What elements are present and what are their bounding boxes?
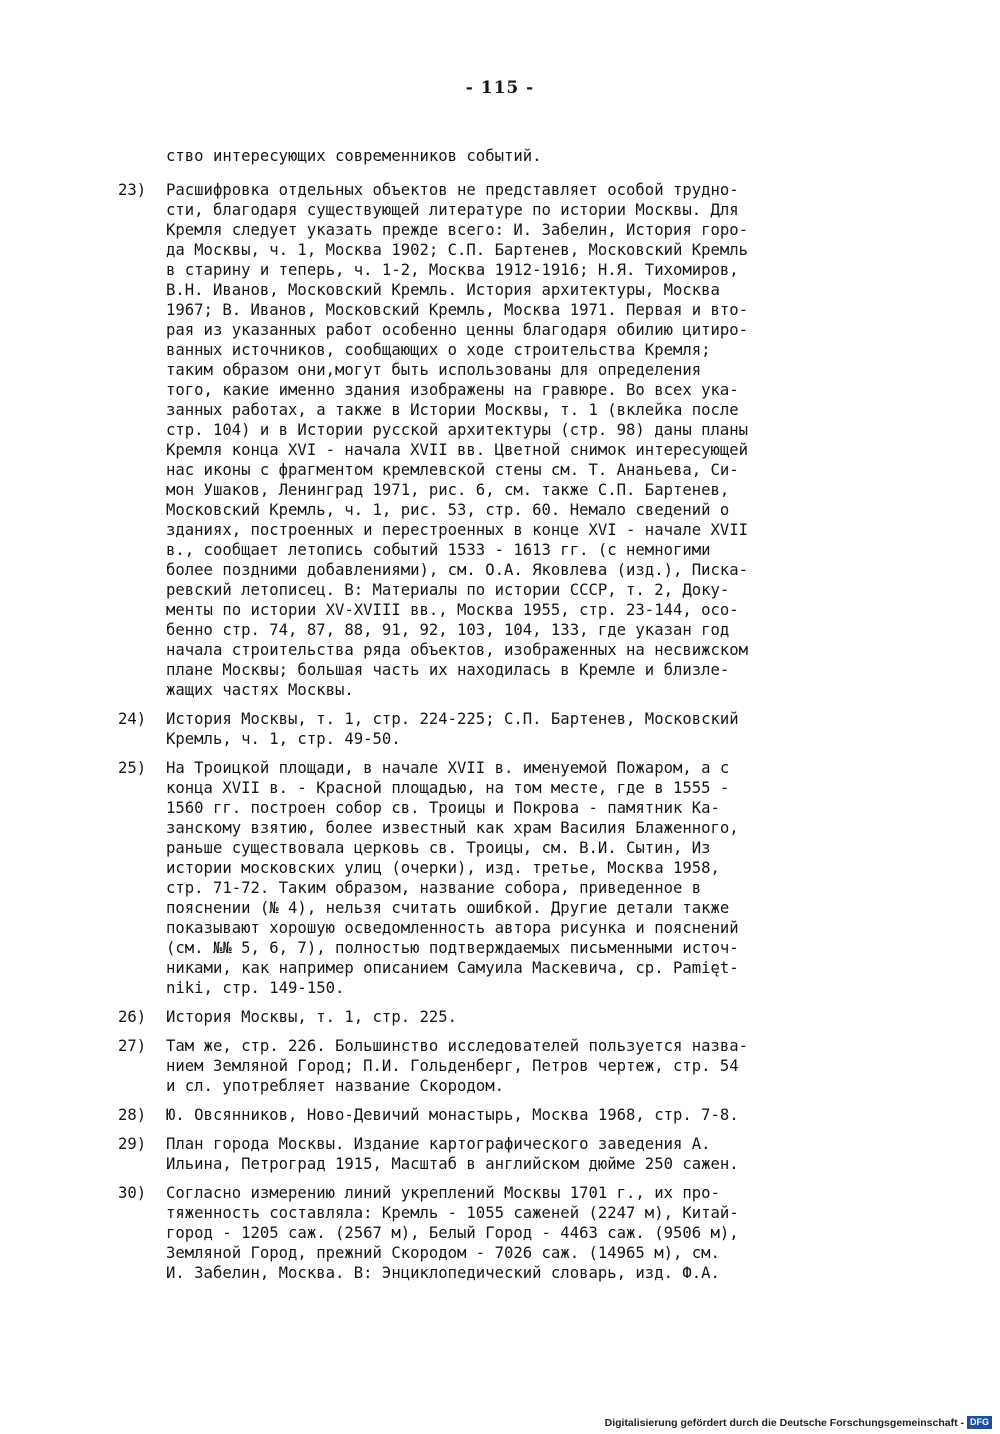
endnote-line: И. Забелин, Москва. В: Энциклопедический словарь, изд. Ф.А. (166, 1264, 720, 1282)
endnote-line: зданиях, построенных и перестроенных в конце XVI - начале XVII (166, 521, 749, 539)
endnotes-list (118, 180, 918, 1283)
endnote-line: История Москвы, т. 1, стр. 224-225; С.П. Бартенев, Московский (166, 710, 739, 728)
endnote-line: таким образом они,могут быть использованы для определения (166, 361, 702, 379)
endnote-line: рая из указанных работ особенно ценны благодаря обилию цитиро- (166, 321, 749, 339)
endnote (118, 1007, 918, 1027)
endnote-line: Земляной Город, прежний Скородом - 7026 саж. (14965 м), см. (166, 1244, 720, 1262)
endnote-line: в старину и теперь, ч. 1-2, Москва 1912-1916; Н.Я. Тихомиров, (166, 261, 739, 279)
dfg-logo: DFG (967, 1416, 992, 1429)
endnote-line: План города Москвы. Издание картографического заведения А. (166, 1135, 711, 1153)
endnote-line: конца XVII в. - Красной площадью, на том месте, где в 1555 - (166, 779, 730, 797)
endnote-line: Кремль, ч. 1, стр. 49-50. (166, 730, 401, 748)
endnote-line: 1560 гг. построен собор св. Троицы и Покрова - памятник Ка- (166, 799, 720, 817)
endnote-line: того, какие именно здания изображены на гравюре. Во всех ука- (166, 381, 739, 399)
endnote-number: 30) (118, 1184, 147, 1202)
endnote-line: 1967; В. Иванов, Московский Кремль, Москва 1971. Первая и вто- (166, 301, 749, 319)
endnote-line: и сл. употребляет название Скородом. (166, 1077, 504, 1095)
endnote-line: начала строительства ряда объектов, изображенных на несвижском (166, 641, 749, 659)
endnote (118, 1105, 918, 1125)
endnote-line: История Москвы, т. 1, стр. 225. (166, 1008, 458, 1026)
endnote-line: мон Ушаков, Ленинград 1971, рис. 6, см. также С.П. Бартенев, (166, 481, 730, 499)
endnote-number: 28) (118, 1106, 147, 1124)
endnote-line: Расшифровка отдельных объектов не представляет особой трудно- (166, 181, 739, 199)
endnote-line: ревский летописец. В: Материалы по истории СССР, т. 2, Доку- (166, 581, 730, 599)
endnote-line: плане Москвы; большая часть их находилась в Кремле и близле- (166, 661, 730, 679)
endnote-number: 27) (118, 1037, 147, 1055)
endnote-text (166, 1134, 918, 1174)
endnote-line: стр. 71-72. Таким образом, название собора, приведенное в (166, 879, 702, 897)
endnote-line: Ильина, Петроград 1915, Масштаб в английском дюйме 250 сажен. (166, 1155, 739, 1173)
endnote-text (166, 180, 918, 700)
endnote-line: показывают хорошую осведомленность автора рисунка и пояснений (166, 919, 739, 937)
endnote (118, 1036, 918, 1096)
page-number: - 115 - (465, 78, 535, 98)
endnote-line: занных работах, а также в Истории Москвы, т. 1 (вклейка после (166, 401, 739, 419)
endnote-line: бенно стр. 74, 87, 88, 91, 92, 103, 104, 133, где указан год (166, 621, 730, 639)
endnote-line: никами, как например описанием Самуила Маскевича, ср. Pamięt- (166, 959, 739, 977)
endnote-line: нас иконы с фрагментом кремлевской стены см. Т. Ананьева, Си- (166, 461, 739, 479)
endnote (118, 709, 918, 749)
endnote-line: пояснении (№ 4), нельзя считать ошибкой. Другие детали также (166, 899, 730, 917)
endnote (118, 180, 918, 700)
endnote (118, 1134, 918, 1174)
endnote-number: 25) (118, 759, 147, 777)
endnote-text (166, 1105, 918, 1125)
endnote-line: Согласно измерению линий укреплений Москвы 1701 г., их про- (166, 1184, 720, 1202)
endnote-line: (см. №№ 5, 6, 7), полностью подтверждаемых письменными источ- (166, 939, 739, 957)
endnote-line: истории московских улиц (очерки), изд. третье, Москва 1958, (166, 859, 720, 877)
endnote-line: niki, стр. 149-150. (166, 979, 345, 997)
endnote-line: Кремля следует указать прежде всего: И. Забелин, История горо- (166, 221, 749, 239)
endnote-text (166, 758, 918, 998)
endnote-line: ванных источников, сообщающих о ходе строительства Кремля; (166, 341, 711, 359)
endnote-number: 29) (118, 1135, 147, 1153)
endnote-text (166, 1007, 918, 1027)
endnote-line: Московский Кремль, ч. 1, рис. 53, стр. 60. Немало сведений о (166, 501, 730, 519)
endnote-line: Ю. Овсянников, Ново-Девичий монастырь, Москва 1968, стр. 7-8. (166, 1106, 739, 1124)
endnote-number: 26) (118, 1008, 147, 1026)
endnote-text (166, 1036, 918, 1096)
continuation-text: ство интересующих современников событий. (166, 147, 542, 165)
endnote-line: менты по истории XV-XVIII вв., Москва 1955, стр. 23-144, осо- (166, 601, 739, 619)
endnote-number: 24) (118, 710, 147, 728)
endnote-number: 23) (118, 181, 147, 199)
endnote (118, 1183, 918, 1283)
document-body (118, 146, 918, 1292)
endnote-line: жащих частях Москвы. (166, 681, 354, 699)
endnote-line: город - 1205 саж. (2567 м), Белый Город - 4463 саж. (9506 м), (166, 1224, 739, 1242)
endnote (118, 758, 918, 998)
digitization-footer (605, 1416, 992, 1429)
endnote-line: В.Н. Иванов, Московский Кремль. История архитектуры, Москва (166, 281, 720, 299)
footer-text: Digitalisierung gefördert durch die Deutsche Forschungsgemeinschaft - (604, 1416, 964, 1429)
endnote-line: тяженность составляла: Кремль - 1055 саженей (2247 м), Китай- (166, 1204, 739, 1222)
endnote-line: да Москвы, ч. 1, Москва 1902; С.П. Бартенев, Московский Кремль (166, 241, 749, 259)
endnote-line: нием Земляной Город; П.И. Гольденберг, Петров чертеж, стр. 54 (166, 1057, 739, 1075)
endnote-line: в., сообщает летопись событий 1533 - 1613 гг. (с немногими (166, 541, 711, 559)
endnote-line: занскому взятию, более известный как храм Василия Блаженного, (166, 819, 739, 837)
endnote-line: стр. 104) и в Истории русской архитектуры (стр. 98) даны планы (166, 421, 749, 439)
endnote-line: На Троицкой площади, в начале XVII в. именуемой Пожаром, а с (166, 759, 730, 777)
endnote-line: более поздними добавлениями), см. О.А. Яковлева (изд.), Писка- (166, 561, 749, 579)
endnote-text (166, 709, 918, 749)
endnote-line: раньше существовала церковь св. Троицы, см. В.И. Сытин, Из (166, 839, 711, 857)
endnote-line: Там же, стр. 226. Большинство исследователей пользуется назва- (166, 1037, 749, 1055)
endnote-line: сти, благодаря существующей литературе по истории Москвы. Для (166, 201, 739, 219)
endnote-line: Кремля конца XVI - начала XVII вв. Цветной снимок интересующей (166, 441, 749, 459)
endnote-text (166, 1183, 918, 1283)
